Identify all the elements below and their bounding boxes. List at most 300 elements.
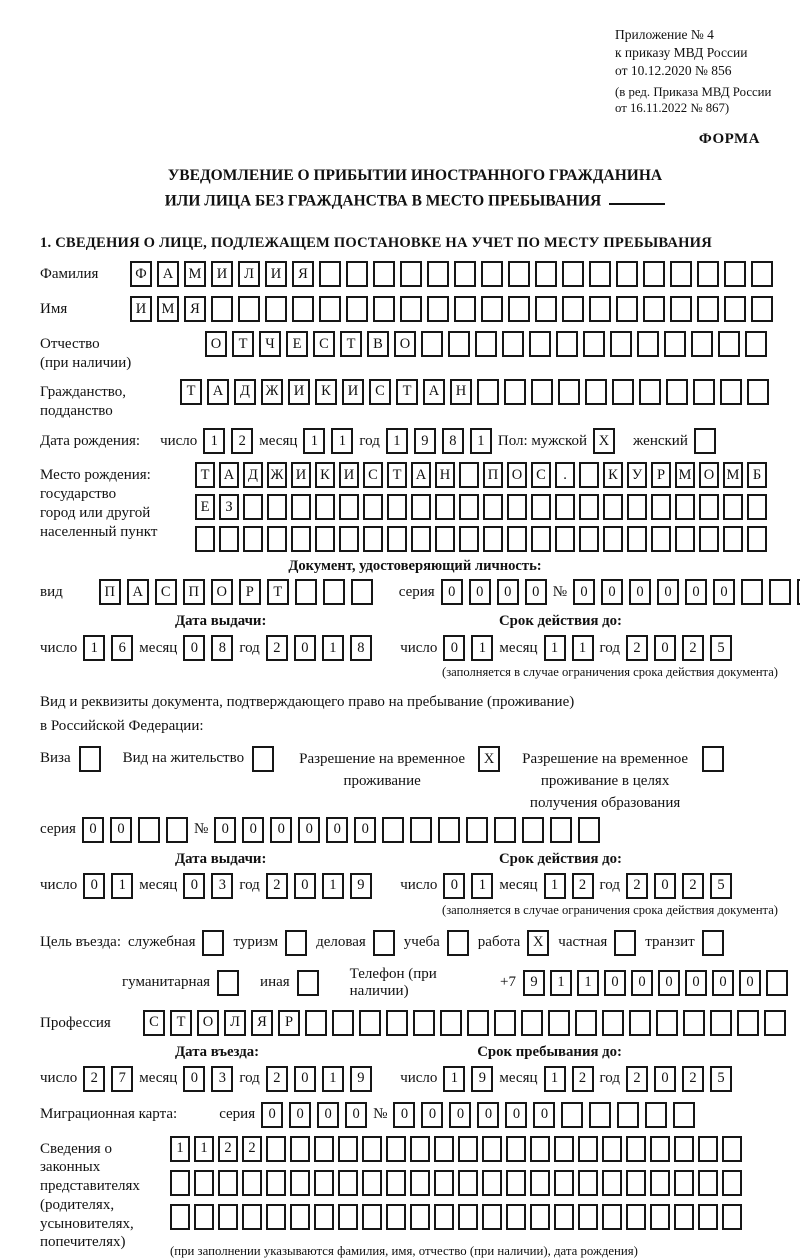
char-box[interactable]: 0 [317, 1102, 339, 1128]
char-box[interactable]: О [205, 331, 227, 357]
char-box[interactable]: И [130, 296, 152, 322]
char-box[interactable] [194, 1170, 214, 1196]
char-box[interactable] [410, 1170, 430, 1196]
char-box[interactable] [506, 1136, 526, 1162]
char-box[interactable]: 0 [629, 579, 651, 605]
char-box[interactable] [346, 296, 368, 322]
char-box[interactable] [266, 1204, 286, 1230]
char-box[interactable] [603, 526, 623, 552]
char-box[interactable]: 7 [111, 1066, 133, 1092]
char-box[interactable] [362, 1170, 382, 1196]
char-box[interactable] [508, 296, 530, 322]
char-box[interactable] [400, 261, 422, 287]
char-box[interactable]: Т [195, 462, 215, 488]
char-box[interactable]: К [315, 462, 335, 488]
char-box[interactable] [386, 1204, 406, 1230]
char-box[interactable] [697, 296, 719, 322]
char-box[interactable] [737, 1010, 759, 1036]
char-box[interactable]: 1 [544, 635, 566, 661]
char-box[interactable]: И [265, 261, 287, 287]
char-box[interactable]: О [699, 462, 719, 488]
char-box[interactable] [745, 331, 767, 357]
char-box[interactable]: 0 [477, 1102, 499, 1128]
char-box[interactable]: Ф [130, 261, 152, 287]
char-box[interactable]: 0 [183, 873, 205, 899]
char-box[interactable] [315, 526, 335, 552]
char-box[interactable]: 1 [550, 970, 572, 996]
char-box[interactable]: Р [278, 1010, 300, 1036]
char-box[interactable] [578, 817, 600, 843]
char-box[interactable] [673, 1102, 695, 1128]
char-box[interactable]: 9 [350, 873, 372, 899]
char-box[interactable]: 0 [441, 579, 463, 605]
char-box[interactable]: 0 [449, 1102, 471, 1128]
char-box[interactable]: 9 [414, 428, 436, 454]
char-box[interactable] [359, 1010, 381, 1036]
char-box[interactable]: 0 [685, 970, 707, 996]
char-box[interactable]: 0 [294, 635, 316, 661]
char-box[interactable] [583, 331, 605, 357]
char-box[interactable] [741, 579, 763, 605]
char-box[interactable] [507, 494, 527, 520]
char-box[interactable] [575, 1010, 597, 1036]
char-box[interactable] [482, 1170, 502, 1196]
char-box[interactable] [448, 331, 470, 357]
char-box[interactable] [483, 494, 503, 520]
char-box[interactable]: М [157, 296, 179, 322]
char-box[interactable] [243, 526, 263, 552]
char-box[interactable]: 0 [712, 970, 734, 996]
char-box[interactable] [166, 817, 188, 843]
char-box[interactable] [508, 261, 530, 287]
char-box[interactable] [339, 526, 359, 552]
char-box[interactable]: И [342, 379, 364, 405]
char-box[interactable] [475, 331, 497, 357]
char-box[interactable]: А [423, 379, 445, 405]
char-box[interactable] [627, 526, 647, 552]
char-box[interactable] [617, 1102, 639, 1128]
char-box[interactable] [650, 1170, 670, 1196]
char-box[interactable] [535, 261, 557, 287]
char-box[interactable]: Р [239, 579, 261, 605]
char-box[interactable]: А [207, 379, 229, 405]
char-box[interactable]: 0 [242, 817, 264, 843]
char-box[interactable]: А [411, 462, 431, 488]
char-box[interactable]: П [483, 462, 503, 488]
char-box[interactable] [211, 296, 233, 322]
char-box[interactable]: 2 [231, 428, 253, 454]
char-box[interactable] [238, 296, 260, 322]
char-box[interactable] [411, 494, 431, 520]
char-box[interactable] [521, 1010, 543, 1036]
char-box[interactable] [693, 379, 715, 405]
char-box[interactable] [466, 817, 488, 843]
char-box[interactable]: 0 [345, 1102, 367, 1128]
char-box[interactable]: Р [651, 462, 671, 488]
char-box[interactable]: М [675, 462, 695, 488]
char-box[interactable] [747, 379, 769, 405]
char-box[interactable] [535, 296, 557, 322]
char-box[interactable] [627, 494, 647, 520]
char-box[interactable]: 1 [544, 1066, 566, 1092]
char-box[interactable]: 0 [533, 1102, 555, 1128]
char-box[interactable] [338, 1136, 358, 1162]
char-box[interactable] [562, 296, 584, 322]
char-box[interactable]: 0 [525, 579, 547, 605]
char-box[interactable] [458, 1136, 478, 1162]
char-box[interactable] [603, 494, 623, 520]
char-box[interactable] [454, 296, 476, 322]
char-box[interactable] [440, 1010, 462, 1036]
char-box[interactable] [459, 462, 479, 488]
char-box[interactable] [558, 379, 580, 405]
char-box[interactable] [751, 261, 773, 287]
char-box[interactable]: Д [243, 462, 263, 488]
char-box[interactable]: 2 [626, 635, 648, 661]
char-box[interactable]: 1 [572, 635, 594, 661]
char-box[interactable] [643, 261, 665, 287]
char-box[interactable] [530, 1204, 550, 1230]
char-box[interactable] [315, 494, 335, 520]
char-box[interactable] [589, 261, 611, 287]
char-box[interactable]: С [313, 331, 335, 357]
char-box[interactable] [507, 526, 527, 552]
char-box[interactable]: 1 [577, 970, 599, 996]
char-box[interactable]: 0 [83, 873, 105, 899]
char-box[interactable] [722, 1170, 742, 1196]
char-box[interactable]: О [507, 462, 527, 488]
char-box[interactable]: 8 [211, 635, 233, 661]
char-box[interactable] [297, 970, 319, 996]
char-box[interactable] [718, 331, 740, 357]
char-box[interactable]: 0 [82, 817, 104, 843]
char-box[interactable] [683, 1010, 705, 1036]
char-box[interactable]: 2 [242, 1136, 262, 1162]
char-box[interactable] [506, 1170, 526, 1196]
char-box[interactable] [467, 1010, 489, 1036]
char-box[interactable]: 1 [194, 1136, 214, 1162]
char-box[interactable]: 0 [110, 817, 132, 843]
char-box[interactable]: 2 [572, 873, 594, 899]
char-box[interactable] [314, 1136, 334, 1162]
char-box[interactable]: Ч [259, 331, 281, 357]
char-box[interactable] [579, 462, 599, 488]
char-box[interactable]: 0 [294, 873, 316, 899]
char-box[interactable] [410, 817, 432, 843]
char-box[interactable]: 0 [261, 1102, 283, 1128]
char-box[interactable]: 1 [203, 428, 225, 454]
char-box[interactable] [413, 1010, 435, 1036]
char-box[interactable]: С [143, 1010, 165, 1036]
char-box[interactable] [79, 746, 101, 772]
char-box[interactable]: П [99, 579, 121, 605]
char-box[interactable]: 0 [469, 579, 491, 605]
char-box[interactable] [195, 526, 215, 552]
char-box[interactable]: Т [387, 462, 407, 488]
char-box[interactable]: 0 [601, 579, 623, 605]
char-box[interactable]: 0 [214, 817, 236, 843]
char-box[interactable] [242, 1170, 262, 1196]
char-box[interactable]: П [183, 579, 205, 605]
char-box[interactable] [578, 1170, 598, 1196]
char-box[interactable] [629, 1010, 651, 1036]
char-box[interactable] [382, 817, 404, 843]
char-box[interactable]: А [157, 261, 179, 287]
char-box[interactable]: Т [340, 331, 362, 357]
char-box[interactable]: 5 [710, 1066, 732, 1092]
char-box[interactable] [579, 526, 599, 552]
char-box[interactable]: 1 [386, 428, 408, 454]
char-box[interactable]: 0 [326, 817, 348, 843]
char-box[interactable] [242, 1204, 262, 1230]
char-box[interactable]: У [627, 462, 647, 488]
char-box[interactable] [438, 817, 460, 843]
char-box[interactable]: 2 [682, 635, 704, 661]
char-box[interactable]: 2 [83, 1066, 105, 1092]
char-box[interactable] [675, 494, 695, 520]
char-box[interactable] [645, 1102, 667, 1128]
char-box[interactable] [285, 930, 307, 956]
char-box[interactable]: М [184, 261, 206, 287]
char-box[interactable] [363, 526, 383, 552]
char-box[interactable] [724, 296, 746, 322]
char-box[interactable]: 9 [471, 1066, 493, 1092]
char-box[interactable]: 0 [685, 579, 707, 605]
char-box[interactable]: X [478, 746, 500, 772]
char-box[interactable]: 2 [682, 1066, 704, 1092]
char-box[interactable] [602, 1170, 622, 1196]
char-box[interactable]: Т [396, 379, 418, 405]
char-box[interactable]: 6 [111, 635, 133, 661]
char-box[interactable] [481, 261, 503, 287]
char-box[interactable]: Л [224, 1010, 246, 1036]
char-box[interactable] [723, 494, 743, 520]
char-box[interactable] [589, 296, 611, 322]
char-box[interactable] [698, 1170, 718, 1196]
char-box[interactable]: 2 [572, 1066, 594, 1092]
char-box[interactable] [502, 331, 524, 357]
char-box[interactable]: 1 [303, 428, 325, 454]
char-box[interactable]: 9 [523, 970, 545, 996]
char-box[interactable] [769, 579, 791, 605]
char-box[interactable]: 0 [654, 873, 676, 899]
char-box[interactable]: 1 [83, 635, 105, 661]
char-box[interactable] [699, 526, 719, 552]
char-box[interactable]: И [291, 462, 311, 488]
char-box[interactable]: М [723, 462, 743, 488]
char-box[interactable] [529, 331, 551, 357]
char-box[interactable]: 0 [497, 579, 519, 605]
char-box[interactable] [720, 379, 742, 405]
char-box[interactable]: 0 [183, 1066, 205, 1092]
char-box[interactable] [578, 1136, 598, 1162]
char-box[interactable] [697, 261, 719, 287]
char-box[interactable] [555, 526, 575, 552]
char-box[interactable] [674, 1204, 694, 1230]
char-box[interactable] [626, 1170, 646, 1196]
char-box[interactable] [674, 1136, 694, 1162]
char-box[interactable] [650, 1204, 670, 1230]
char-box[interactable] [531, 494, 551, 520]
char-box[interactable] [219, 526, 239, 552]
char-box[interactable] [554, 1170, 574, 1196]
char-box[interactable] [702, 746, 724, 772]
char-box[interactable]: Н [450, 379, 472, 405]
char-box[interactable] [610, 331, 632, 357]
char-box[interactable]: 0 [270, 817, 292, 843]
char-box[interactable]: 0 [298, 817, 320, 843]
char-box[interactable] [434, 1136, 454, 1162]
char-box[interactable] [530, 1136, 550, 1162]
char-box[interactable] [447, 930, 469, 956]
char-box[interactable] [202, 930, 224, 956]
char-box[interactable] [351, 579, 373, 605]
char-box[interactable]: 5 [710, 873, 732, 899]
char-box[interactable] [319, 296, 341, 322]
char-box[interactable]: 1 [544, 873, 566, 899]
char-box[interactable]: Л [238, 261, 260, 287]
char-box[interactable] [643, 296, 665, 322]
char-box[interactable]: Н [435, 462, 455, 488]
char-box[interactable] [626, 1204, 646, 1230]
char-box[interactable] [338, 1204, 358, 1230]
char-box[interactable]: 0 [443, 873, 465, 899]
char-box[interactable] [614, 930, 636, 956]
char-box[interactable]: И [211, 261, 233, 287]
char-box[interactable]: 1 [471, 635, 493, 661]
char-box[interactable] [314, 1170, 334, 1196]
char-box[interactable] [666, 379, 688, 405]
char-box[interactable] [494, 817, 516, 843]
char-box[interactable]: Я [292, 261, 314, 287]
char-box[interactable]: X [593, 428, 615, 454]
char-box[interactable] [266, 1170, 286, 1196]
char-box[interactable]: 0 [505, 1102, 527, 1128]
char-box[interactable]: Е [286, 331, 308, 357]
char-box[interactable]: 2 [626, 1066, 648, 1092]
char-box[interactable]: Д [234, 379, 256, 405]
char-box[interactable] [554, 1204, 574, 1230]
char-box[interactable] [531, 526, 551, 552]
char-box[interactable] [435, 526, 455, 552]
char-box[interactable] [694, 428, 716, 454]
char-box[interactable]: Ж [261, 379, 283, 405]
char-box[interactable] [555, 494, 575, 520]
char-box[interactable]: 2 [266, 1066, 288, 1092]
char-box[interactable]: Е [195, 494, 215, 520]
char-box[interactable]: 0 [354, 817, 376, 843]
char-box[interactable] [722, 1136, 742, 1162]
char-box[interactable] [387, 526, 407, 552]
char-box[interactable]: 0 [657, 579, 679, 605]
char-box[interactable]: 0 [294, 1066, 316, 1092]
char-box[interactable]: 0 [654, 635, 676, 661]
char-box[interactable]: Я [184, 296, 206, 322]
char-box[interactable]: 2 [626, 873, 648, 899]
char-box[interactable]: 1 [322, 1066, 344, 1092]
char-box[interactable] [562, 261, 584, 287]
char-box[interactable] [651, 494, 671, 520]
char-box[interactable] [556, 331, 578, 357]
char-box[interactable]: 1 [170, 1136, 190, 1162]
char-box[interactable]: 0 [658, 970, 680, 996]
char-box[interactable] [702, 930, 724, 956]
char-box[interactable] [454, 261, 476, 287]
char-box[interactable] [338, 1170, 358, 1196]
char-box[interactable]: И [288, 379, 310, 405]
char-box[interactable] [482, 1204, 502, 1230]
char-box[interactable]: 2 [266, 873, 288, 899]
char-box[interactable] [530, 1170, 550, 1196]
char-box[interactable] [764, 1010, 786, 1036]
char-box[interactable]: О [197, 1010, 219, 1036]
char-box[interactable] [626, 1136, 646, 1162]
char-box[interactable]: 0 [183, 635, 205, 661]
char-box[interactable]: З [219, 494, 239, 520]
char-box[interactable]: Б [747, 462, 767, 488]
char-box[interactable] [267, 526, 287, 552]
char-box[interactable] [670, 296, 692, 322]
char-box[interactable]: С [155, 579, 177, 605]
char-box[interactable]: А [219, 462, 239, 488]
char-box[interactable] [386, 1170, 406, 1196]
char-box[interactable] [332, 1010, 354, 1036]
char-box[interactable] [589, 1102, 611, 1128]
char-box[interactable]: 0 [631, 970, 653, 996]
char-box[interactable] [411, 526, 431, 552]
char-box[interactable] [506, 1204, 526, 1230]
char-box[interactable] [194, 1204, 214, 1230]
char-box[interactable] [675, 526, 695, 552]
char-box[interactable]: С [531, 462, 551, 488]
char-box[interactable] [314, 1204, 334, 1230]
char-box[interactable] [290, 1204, 310, 1230]
char-box[interactable]: Т [267, 579, 289, 605]
char-box[interactable]: 0 [393, 1102, 415, 1128]
char-box[interactable]: 0 [713, 579, 735, 605]
char-box[interactable] [699, 494, 719, 520]
char-box[interactable]: 8 [442, 428, 464, 454]
char-box[interactable] [291, 526, 311, 552]
char-box[interactable] [766, 970, 788, 996]
char-box[interactable]: 1 [111, 873, 133, 899]
char-box[interactable] [373, 296, 395, 322]
char-box[interactable] [373, 261, 395, 287]
char-box[interactable] [295, 579, 317, 605]
char-box[interactable]: 1 [331, 428, 353, 454]
char-box[interactable] [483, 526, 503, 552]
char-box[interactable] [602, 1010, 624, 1036]
char-box[interactable] [691, 331, 713, 357]
char-box[interactable] [531, 379, 553, 405]
char-box[interactable] [265, 296, 287, 322]
char-box[interactable] [674, 1170, 694, 1196]
char-box[interactable] [602, 1204, 622, 1230]
char-box[interactable] [459, 494, 479, 520]
char-box[interactable]: Т [170, 1010, 192, 1036]
char-box[interactable] [458, 1204, 478, 1230]
char-box[interactable]: . [555, 462, 575, 488]
char-box[interactable]: 3 [211, 873, 233, 899]
char-box[interactable] [477, 379, 499, 405]
char-box[interactable] [138, 817, 160, 843]
char-box[interactable]: X [527, 930, 549, 956]
char-box[interactable] [387, 494, 407, 520]
char-box[interactable] [218, 1170, 238, 1196]
char-box[interactable] [548, 1010, 570, 1036]
char-box[interactable] [482, 1136, 502, 1162]
char-box[interactable] [504, 379, 526, 405]
